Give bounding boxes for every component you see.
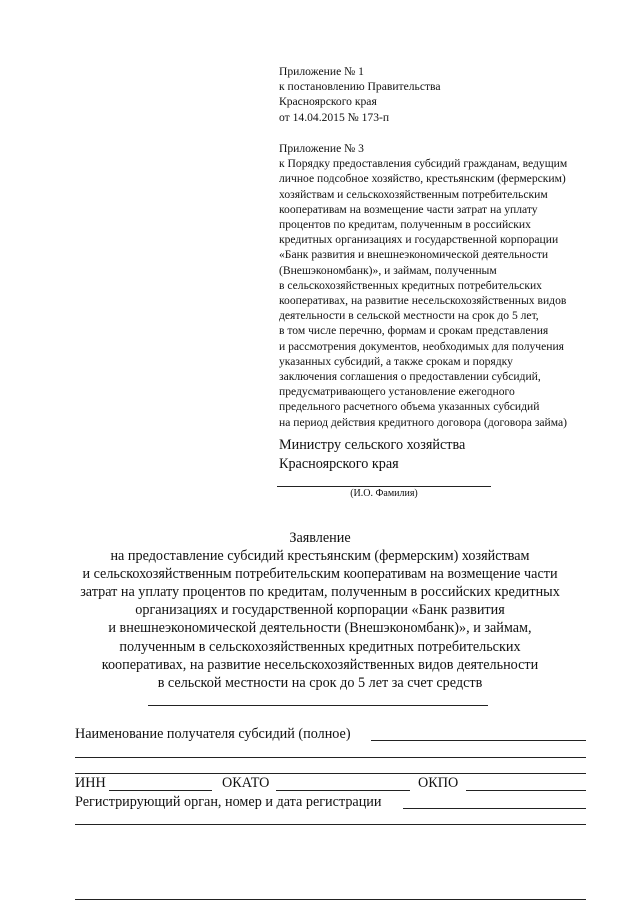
appendix-3-line: на период действия кредитного договора (договора займа) — [279, 415, 568, 429]
title-line: кооперативах, на развитие несельскохозяйственных видов деятельности — [101, 656, 539, 673]
appendix-3-line: к Порядку предоставления субсидий гражданам, ведущим — [279, 157, 568, 171]
fio-signature-line[interactable] — [277, 486, 491, 487]
title-line: полученным в сельскохозяйственных кредитных потребительских — [119, 638, 521, 655]
appendix-1-line: от 14.04.2015 № 173-п — [279, 110, 390, 124]
appendix-3-line: в сельскохозяйственных кредитных потребительских — [279, 278, 542, 292]
title-line: организациях и государственной корпорации «Банк развития — [135, 602, 505, 619]
appendix-3-line: процентов по кредитам, полученным в российских — [279, 218, 531, 232]
registration-field-line-2[interactable] — [75, 824, 586, 825]
appendix-1-line: к постановлению Правительства — [279, 80, 441, 94]
addressee-line: Министру сельского хозяйства — [279, 437, 466, 453]
appendix-3-line: в том числе перечню, формам и срокам представления — [279, 324, 549, 338]
registration-field[interactable] — [403, 808, 586, 809]
appendix-1-line: Красноярского края — [279, 95, 377, 109]
appendix-3-line: заключения соглашения о предоставлении субсидий, — [279, 370, 541, 384]
appendix-3-line: кредитных организациях и государственной корпорации — [279, 233, 559, 247]
recipient-name-label: Наименование получателя субсидий (полное) — [75, 726, 351, 742]
okato-field[interactable] — [276, 790, 410, 791]
recipient-name-field-line-2[interactable] — [75, 757, 586, 758]
appendix-1-line: Приложение № 1 — [279, 65, 364, 78]
funding-source-field[interactable] — [148, 705, 488, 706]
appendix-3-line: и рассмотрения документов, необходимых для получения — [279, 339, 564, 353]
bottom-field-line[interactable] — [75, 899, 586, 900]
appendix-3-line: предельного расчетного объема указанных субсидий — [279, 400, 540, 414]
appendix-3-line: кооперативам на возмещение части затрат на уплату — [279, 202, 538, 216]
appendix-3-line: деятельности в сельской местности на срок до 5 лет, — [279, 309, 539, 323]
inn-label: ИНН — [75, 775, 106, 791]
okpo-label: ОКПО — [418, 775, 459, 791]
appendix-3-line: указанных субсидий, а также срокам и порядку — [279, 354, 513, 368]
addressee-line: Красноярского края — [279, 455, 399, 472]
okpo-field[interactable] — [466, 790, 586, 791]
appendix-3-line: хозяйствам и сельскохозяйственным потребительским — [279, 187, 548, 201]
appendix-3-line: Приложение № 3 — [279, 142, 364, 155]
addressee-block — [279, 436, 465, 473]
appendix-3-line: личное подсобное хозяйство, крестьянским (фермерским) — [279, 172, 566, 186]
fio-caption: (И.О. Фамилия) — [350, 488, 418, 499]
title-line: в сельской местности на срок до 5 лет за счет средств — [157, 674, 483, 691]
title-line: затрат на уплату процентов по кредитам, полученным в российских кредитных — [80, 584, 560, 601]
inn-field[interactable] — [109, 790, 212, 791]
appendix-3-line: кооперативах, на развитие несельскохозяйственных видов — [279, 294, 567, 308]
okato-label: ОКАТО — [222, 775, 270, 791]
appendix-3-line: «Банк развития и внешнеэкономической деятельности — [279, 248, 549, 262]
appendix-1-header — [279, 64, 619, 125]
appendix-3-line: предусматривающего установление ежегодного — [279, 385, 515, 399]
title-line: и внешнеэкономической деятельности (Внешэкономбанк)», и займам, — [108, 620, 532, 637]
recipient-name-field[interactable] — [371, 740, 586, 741]
recipient-name-field-line-3[interactable] — [75, 773, 586, 774]
title-line: на предоставление субсидий крестьянским (фермерским) хозяйствам — [110, 548, 530, 565]
appendix-3-line: (Внешэкономбанк)», и займам, полученным — [279, 263, 497, 277]
title-line: и сельскохозяйственным потребительским кооперативам на возмещение части — [82, 566, 558, 583]
title-heading: Заявление — [289, 530, 351, 546]
registration-label: Регистрирующий орган, номер и дата регистрации — [75, 794, 382, 810]
application-title — [40, 529, 600, 692]
appendix-3-header — [279, 141, 619, 430]
